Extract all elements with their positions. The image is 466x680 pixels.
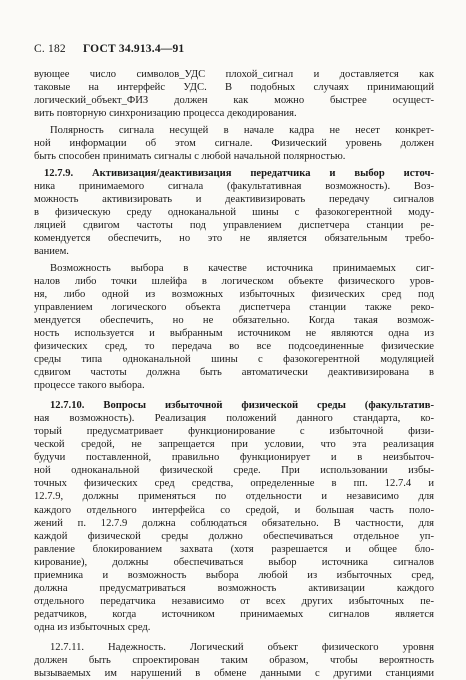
- text-line: мендуется обеспечить, но не обязательно. Когда такая возмож-: [34, 315, 434, 327]
- text-line: сдвигом частоты должна быть автоматически деактивизирована в: [34, 367, 434, 379]
- text-line: ня, либо одной из возможных избыточных физических сред под: [34, 289, 434, 301]
- text-line: каждой физической среды должно обеспечиваться отдельное уп-: [34, 530, 434, 542]
- text-line: каждого отдельного интерфейса со средой, и большая часть поло-: [34, 504, 434, 516]
- document-body: [34, 68, 434, 680]
- text-line: должна предусматриваться возможность активизации каждого: [34, 582, 434, 594]
- text-line: должен быть спроектирован таким образом, чтобы вероятность: [34, 654, 434, 666]
- text-line: ной информации об этом сигнале. Физический уровень должен: [34, 138, 434, 150]
- text-line: жений п. 12.7.9 должна соблюдаться обязательно. В частности, для: [34, 517, 434, 529]
- text-line: равление блокированием захвата (хотя разрешается и общее бло-: [34, 543, 434, 555]
- text-line: налов либо точки шлейфа в логическом объекте физического уров-: [34, 276, 434, 288]
- section-12-7-10: [34, 399, 434, 633]
- text-line: вить повторную синхронизацию процесса декодирования.: [34, 108, 297, 120]
- text-line: вызываемых им нарушений в обмене данными с другими станциями: [34, 667, 434, 679]
- text-line: физических сред, то передача во все подсоединенные физические: [34, 341, 434, 353]
- text-line: быть способен принимать сигналы с любой начальной полярностью.: [34, 151, 346, 163]
- paragraph-continuation: [34, 68, 434, 120]
- page-header: [34, 43, 184, 55]
- text-line: ность используется и выбранным источником не являются одна из: [34, 328, 434, 340]
- paragraph-source-selection: [34, 262, 434, 392]
- section-heading-line: 12.7.10. Вопросы избыточной физической среды (факультатив-: [50, 400, 434, 412]
- text-line: Полярность сигнала несущей в начале кадра не несет конкрет-: [50, 125, 434, 137]
- text-line: ника принимаемого сигнала (факультативная возможность). Воз-: [34, 181, 434, 193]
- text-line: ческой средой, не запрещается при условии, что эта реализация: [34, 439, 434, 451]
- text-line: ванием.: [34, 246, 69, 258]
- text-line: ной одноканальной физической среде. При использовании избы-: [34, 465, 434, 477]
- text-line: одна из избыточных сред.: [34, 621, 151, 633]
- text-line: процессе такого выбора.: [34, 380, 145, 392]
- text-line: редатчиков, когда источником принимаемых сигналов является: [34, 608, 434, 620]
- text-line: таковые на интерфейс УДС. В подобных случаях принимающий: [34, 82, 434, 94]
- text-line: среды типа одноканальной шины с фазокогерентной модуляцией: [34, 354, 434, 366]
- text-line: комендуется обеспечить, но это не является обязательным требо-: [34, 233, 434, 245]
- text-line: точных физических сред средства, определенные в пп. 12.7.4 и: [34, 478, 434, 490]
- standard-title: ГОСТ 34.913.4—91: [82, 43, 185, 55]
- text-line: 12.7.9, должны применяться по отдельности и независимо для: [34, 491, 434, 503]
- page-number: С. 182: [34, 43, 66, 55]
- text-line: кирование), должны обеспечиваться выбор источника сигналов: [34, 556, 434, 568]
- section-12-7-11: [34, 641, 434, 680]
- text-line: в физическую среду одноканальной шины с фазокогерентной моду-: [34, 207, 434, 219]
- text-line: вующее число символов_УДС плохой_сигнал и доставляется как: [34, 69, 434, 80]
- section-12-7-9: [34, 167, 434, 258]
- section-heading-line: 12.7.11. Надежность. Логический объект физического уровня: [50, 641, 434, 653]
- text-line: ная возможность). Реализация положений данного стандарта, ко-: [34, 413, 434, 425]
- text-line: логический_объект_ФИЗ должен как можно быстрее осущест-: [34, 95, 434, 107]
- text-line: торый предусматривает функционирование с избыточной физи-: [34, 426, 434, 438]
- paragraph-polarity: [34, 124, 434, 163]
- text-line: можность активизировать и деактивизировать передачу сигналов: [34, 194, 434, 206]
- section-heading-line: 12.7.9. Активизация/деактивизация передатчика и выбор источ-: [44, 168, 434, 180]
- text-line: отдельного передатчика независимо от всех других избыточных пе-: [34, 595, 434, 607]
- text-line: управлением логического объекта диспетчера станции также реко-: [34, 302, 434, 314]
- text-line: будучи поставленной, правильно функционирует и в неизбыточ-: [34, 452, 434, 464]
- text-line: Возможность выбора в качестве источника принимаемых сиг-: [50, 263, 434, 275]
- text-line: приемника и возможность выбора любой из избыточных сред,: [34, 569, 434, 581]
- text-line: ляцией сдвигом частоты под управлением диспетчера станции ре-: [34, 220, 434, 232]
